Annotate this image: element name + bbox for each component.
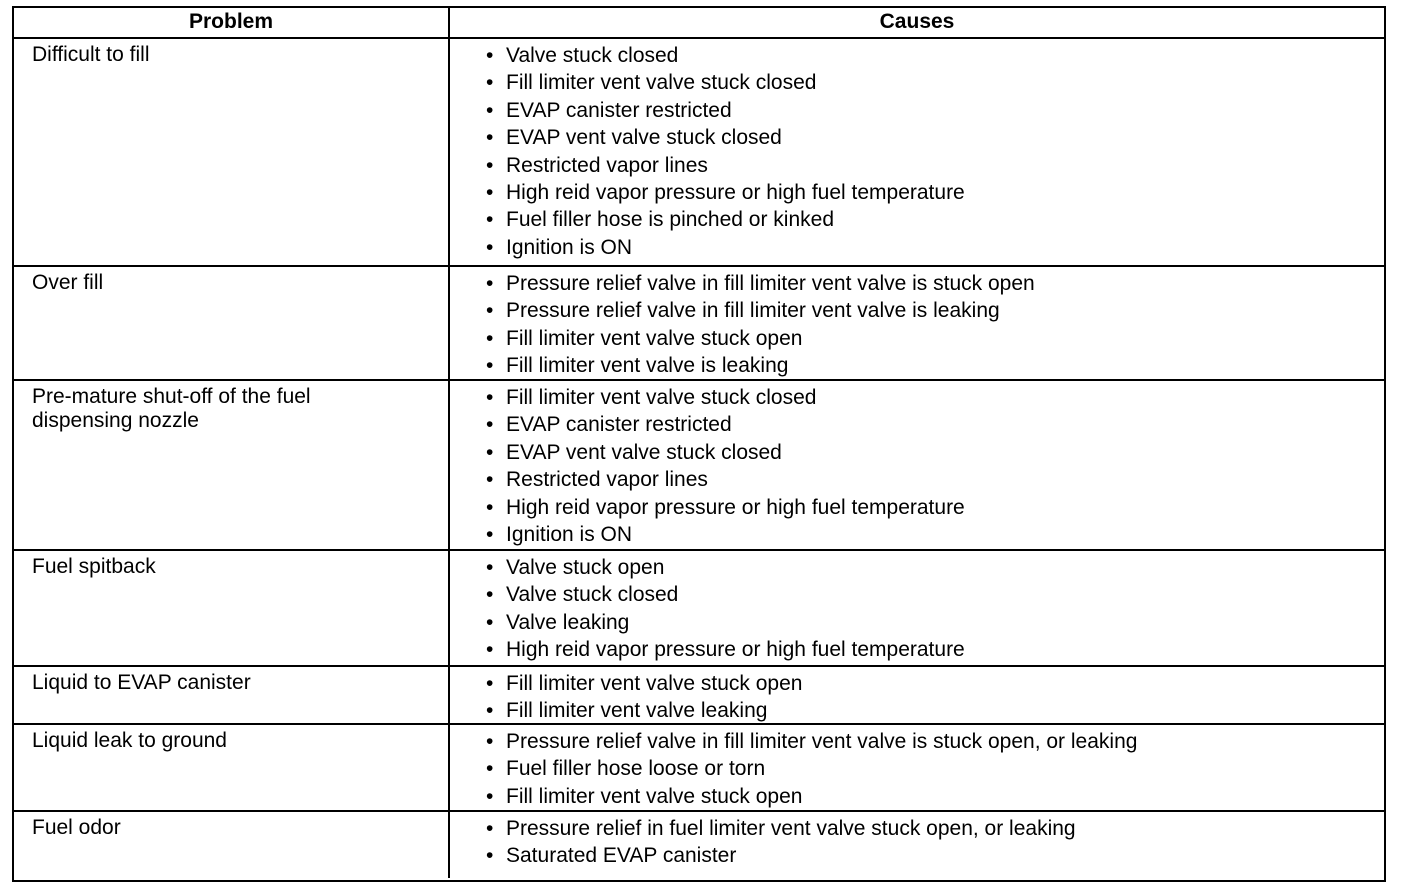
causes-list <box>486 384 1384 548</box>
cause-item: • Fuel filler hose loose or torn <box>486 755 1384 782</box>
causes-list <box>486 554 1384 664</box>
causes-list <box>486 270 1384 380</box>
cause-item: • EVAP canister restricted <box>486 97 1384 124</box>
problem-cell-liquid-leak: Liquid leak to ground <box>14 725 450 812</box>
cause-item: • Restricted vapor lines <box>486 152 1384 179</box>
cause-item: • EVAP vent valve stuck closed <box>486 439 1384 466</box>
cause-item: • Pressure relief valve in fill limiter vent valve is leaking <box>486 297 1384 324</box>
causes-list <box>486 42 1384 261</box>
cause-item: • Ignition is ON <box>486 234 1384 261</box>
cause-item: • Valve leaking <box>486 609 1384 636</box>
cause-item: • Fill limiter vent valve leaking <box>486 697 1384 724</box>
cause-item: • High reid vapor pressure or high fuel temperature <box>486 636 1384 663</box>
causes-cell-over-fill <box>450 267 1384 381</box>
cause-item: • Fill limiter vent valve stuck closed <box>486 384 1384 411</box>
cause-item: • Valve stuck closed <box>486 42 1384 69</box>
cause-item: • Fill limiter vent valve is leaking <box>486 352 1384 379</box>
causes-cell-premature-shutoff <box>450 381 1384 551</box>
cause-item: • Pressure relief valve in fill limiter vent valve is stuck open <box>486 270 1384 297</box>
cause-item: • High reid vapor pressure or high fuel temperature <box>486 179 1384 206</box>
cause-item: • Valve stuck closed <box>486 581 1384 608</box>
cause-item: • Fill limiter vent valve stuck closed <box>486 69 1384 96</box>
causes-cell-fuel-odor <box>450 812 1384 878</box>
causes-cell-fuel-spitback <box>450 551 1384 667</box>
problem-column-header: Problem <box>14 8 450 39</box>
cause-item: • EVAP vent valve stuck closed <box>486 124 1384 151</box>
cause-item: • Saturated EVAP canister <box>486 842 1384 869</box>
diagnosis-table <box>12 6 1386 882</box>
problem-cell-liquid-to-evap: Liquid to EVAP canister <box>14 667 450 725</box>
cause-item: • Fill limiter vent valve stuck open <box>486 325 1384 352</box>
problem-cell-over-fill: Over fill <box>14 267 450 381</box>
cause-item: • Pressure relief in fuel limiter vent valve stuck open, or leaking <box>486 815 1384 842</box>
problem-cell-premature-shutoff: Pre-mature shut-off of the fuel dispensing nozzle <box>14 381 450 551</box>
causes-list <box>486 728 1384 810</box>
cause-item: • High reid vapor pressure or high fuel temperature <box>486 494 1384 521</box>
causes-cell-liquid-to-evap <box>450 667 1384 725</box>
problem-cell-fuel-spitback: Fuel spitback <box>14 551 450 667</box>
cause-item: • Ignition is ON <box>486 521 1384 548</box>
problem-cell-fuel-odor: Fuel odor <box>14 812 450 878</box>
causes-cell-liquid-leak <box>450 725 1384 812</box>
causes-column-header: Causes <box>450 8 1384 39</box>
causes-list <box>486 815 1384 870</box>
causes-cell-difficult-to-fill <box>450 39 1384 267</box>
cause-item: • EVAP canister restricted <box>486 411 1384 438</box>
causes-list <box>486 670 1384 725</box>
cause-item: • Valve stuck open <box>486 554 1384 581</box>
cause-item: • Fill limiter vent valve stuck open <box>486 783 1384 810</box>
problem-cell-difficult-to-fill: Difficult to fill <box>14 39 450 267</box>
cause-item: • Fuel filler hose is pinched or kinked <box>486 206 1384 233</box>
cause-item: • Fill limiter vent valve stuck open <box>486 670 1384 697</box>
cause-item: • Restricted vapor lines <box>486 466 1384 493</box>
cause-item: • Pressure relief valve in fill limiter vent valve is stuck open, or leaking <box>486 728 1384 755</box>
